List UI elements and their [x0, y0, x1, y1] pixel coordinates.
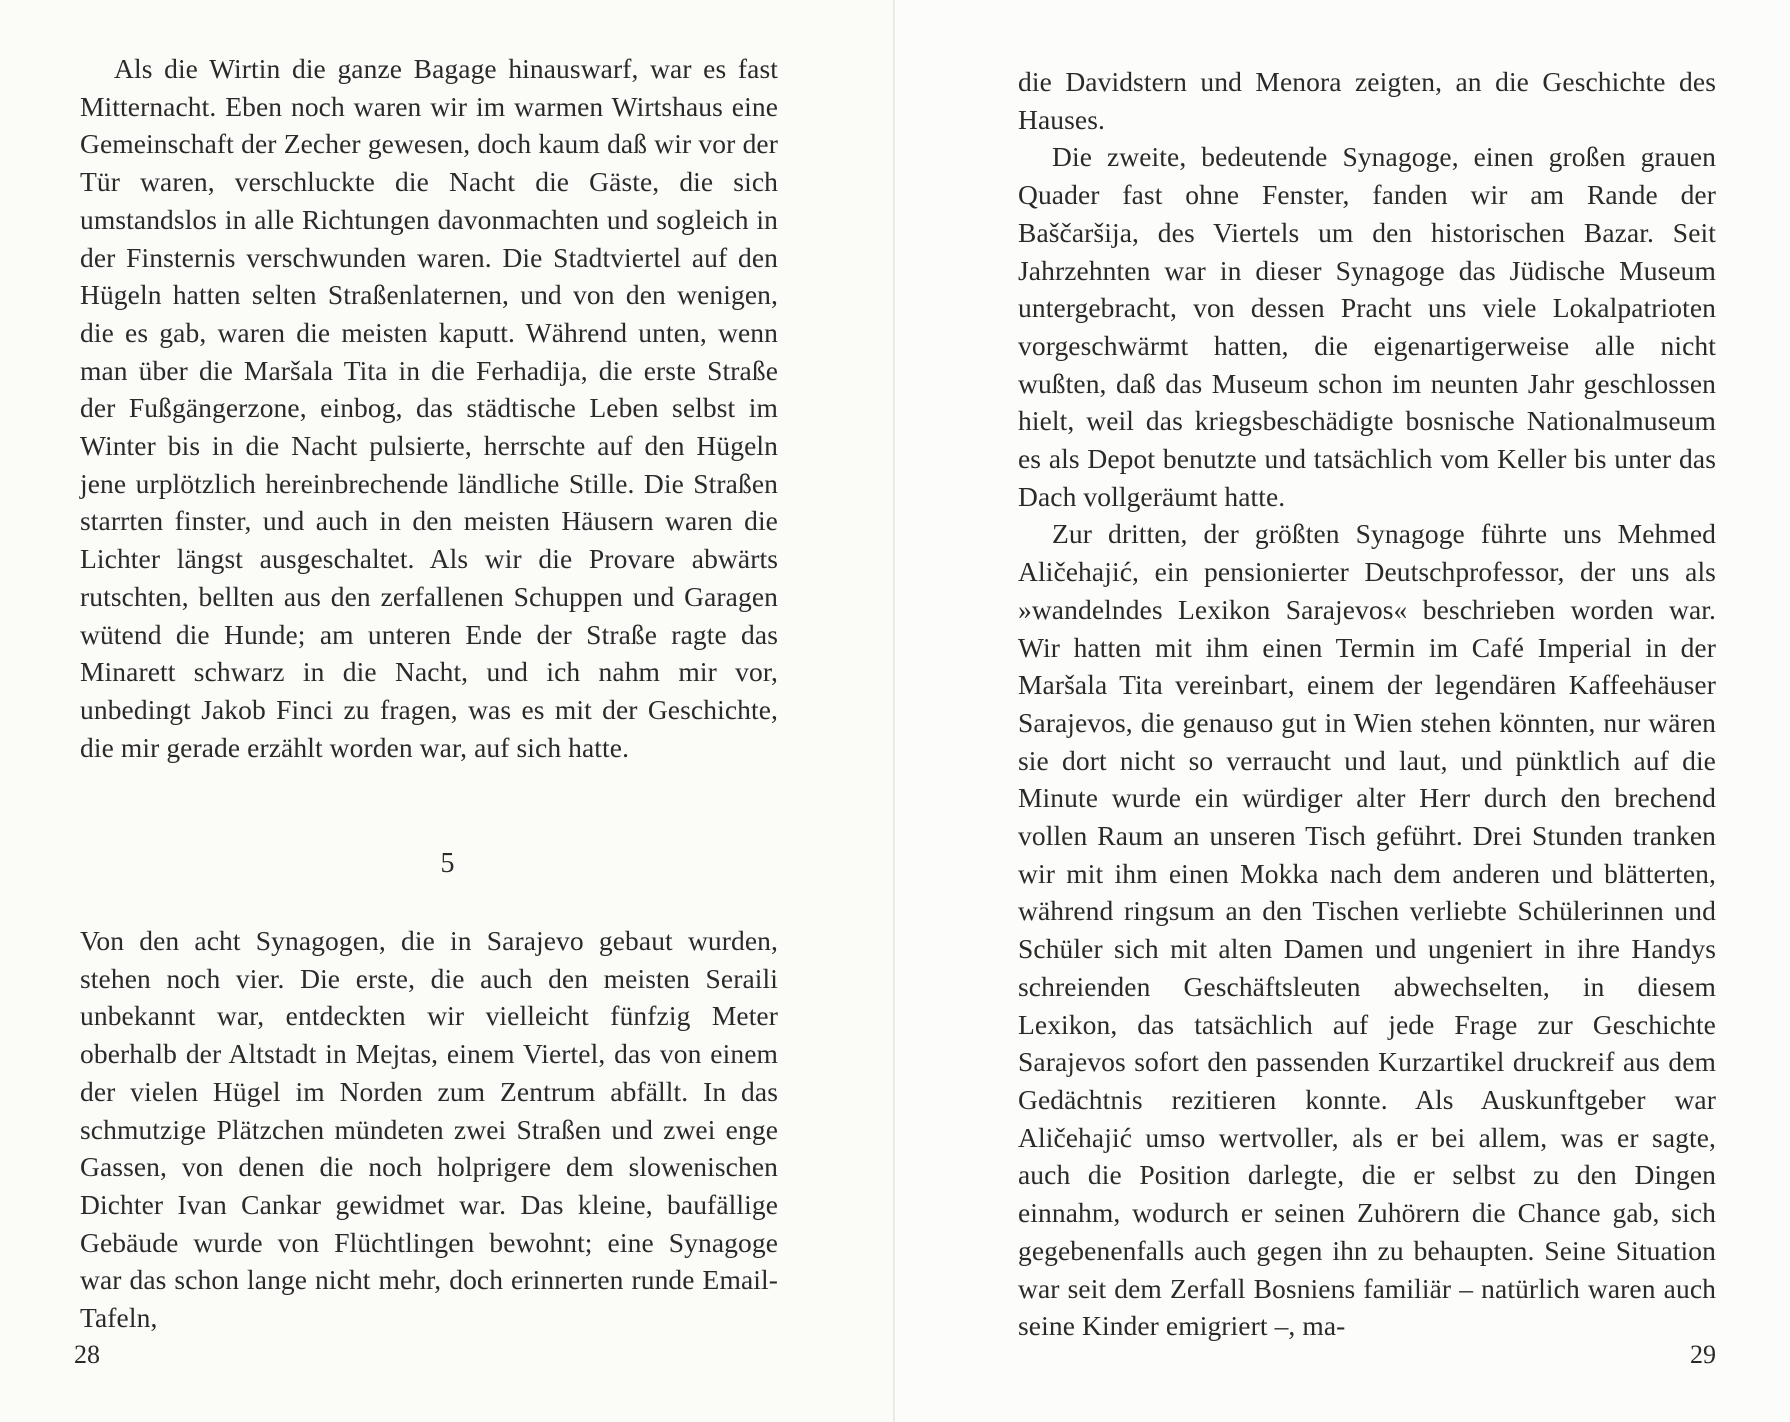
- paragraph: Zur dritten, der größten Synagoge führte uns Mehmed Aličehajić, ein pensionierter Deutschprofessor, der uns als »wandelndes Lexikon Sarajevos« beschrieben worden war. Wir hatten mit ihm einen Termin im Café Imperial in der Maršala Tita vereinbart, einem der legendären Kaffeehäuser Sarajevos, die genauso gut in Wien stehen könnten, nur wären sie dort nicht so verraucht und laut, und pünktlich auf die Minute wurde ein würdiger alter Herr durch den brechend vollen Raum an unseren Tisch geführt. Drei Stunden tranken wir mit ihm einen Mokka nach dem anderen und blätterten, während ringsum an den Tischen verliebte Schülerinnen und Schüler sich mit alten Damen und ungeniert in ihre Handys schreienden Geschäftsleuten abwechselten, in diesem Lexikon, das tatsächlich auf jede Frage zur Geschichte Sarajevos sofort den passenden Kurzartikel druckreif aus dem Gedächtnis rezitieren konnte. Als Auskunftgeber war Aličehajić umso wertvoller, als er bei allem, was er sagte, auch die Position darlegte, die er selbst zu den Dingen einnahm, wodurch er seinen Zuhörern die Chance gab, sich gegebenenfalls auch gegen ihn zu behaupten. Seine Situation war seit dem Zerfall Bosniens familiär – natürlich waren auch seine Kinder emigriert –, ma-: [1018, 518, 1716, 1342]
- paragraph: Die zweite, bedeutende Synagoge, einen großen grauen Quader fast ohne Fenster, fanden wir am Rande der Baščaršija, des Viertels um den historischen Bazar. Seit Jahrzehnten war in dieser Synagoge das Jüdische Museum untergebracht, von dessen Pracht uns viele Lokalpatrioten vorgeschwärmt hatten, die eigenartigerweise alle nicht wußten, daß das Museum schon im neunten Jahr geschlossen hielt, weil das kriegsbeschädigte bosnische Nationalmuseum es als Depot benutzte und tatsächlich vom Keller bis unter das Dach vollgeräumt hatte.: [1018, 141, 1716, 512]
- left-page-text-top: [80, 50, 778, 766]
- paragraph-continuation: die Davidstern und Menora zeigten, an die Geschichte des Hauses.: [1018, 66, 1716, 135]
- page-number-right: 29: [1690, 1340, 1716, 1369]
- paragraph: Von den acht Synagogen, die in Sarajevo gebaut wurden, stehen noch vier. Die erste, die auch den meisten Seraili unbekannt war, entdeckten wir vielleicht fünfzig Meter oberhalb der Altstadt in Mejtas, einem Viertel, das von einem der vielen Hügel im Norden zum Zentrum abfällt. In das schmutzige Plätzchen mündeten zwei Straßen und zwei enge Gassen, von denen die noch holprigere dem slowenischen Dichter Ivan Cankar gewidmet war. Das kleine, baufällige Gebäude wurde von Flüchtlingen bewohnt; eine Synagoge war das schon lange nicht mehr, doch erinnerten runde Email-Tafeln,: [80, 925, 778, 1334]
- page-number-left: 28: [74, 1340, 100, 1369]
- chapter-number: 5: [440, 848, 455, 879]
- paragraph: Als die Wirtin die ganze Bagage hinauswarf, war es fast Mitternacht. Eben noch waren wir im warmen Wirtshaus eine Gemeinschaft der Zecher gewesen, doch kaum daß wir vor der Tür waren, verschluckte die Nacht die Gäste, die sich umstandslos in alle Richtungen davonmachten und sogleich in der Finsternis verschwunden waren. Die Stadtviertel auf den Hügeln hatten selten Straßenlaternen, und von den wenigen, die es gab, waren die meisten kaputt. Während unten, wenn man über die Maršala Tita in die Ferhadija, die erste Straße der Fußgängerzone, einbog, das städtische Leben selbst im Winter bis in die Nacht pulsierte, herrschte auf den Hügeln jene urplötzlich hereinbrechende ländliche Stille. Die Straßen starrten finster, und auch in den meisten Häusern waren die Lichter längst ausgeschaltet. Als wir die Provare abwärts rutschten, bellten aus den zerfallenen Schuppen und Garagen wütend die Hunde; am unteren Ende der Straße ragte das Minarett schwarz in die Nacht, und ich nahm mir vor, unbedingt Jakob Finci zu fragen, was es mit der Geschichte, die mir gerade erzählt worden war, auf sich hatte.: [80, 53, 778, 763]
- right-page: [895, 0, 1790, 1422]
- left-page-text-bottom: [80, 922, 778, 1337]
- right-page-text: [1018, 63, 1716, 1345]
